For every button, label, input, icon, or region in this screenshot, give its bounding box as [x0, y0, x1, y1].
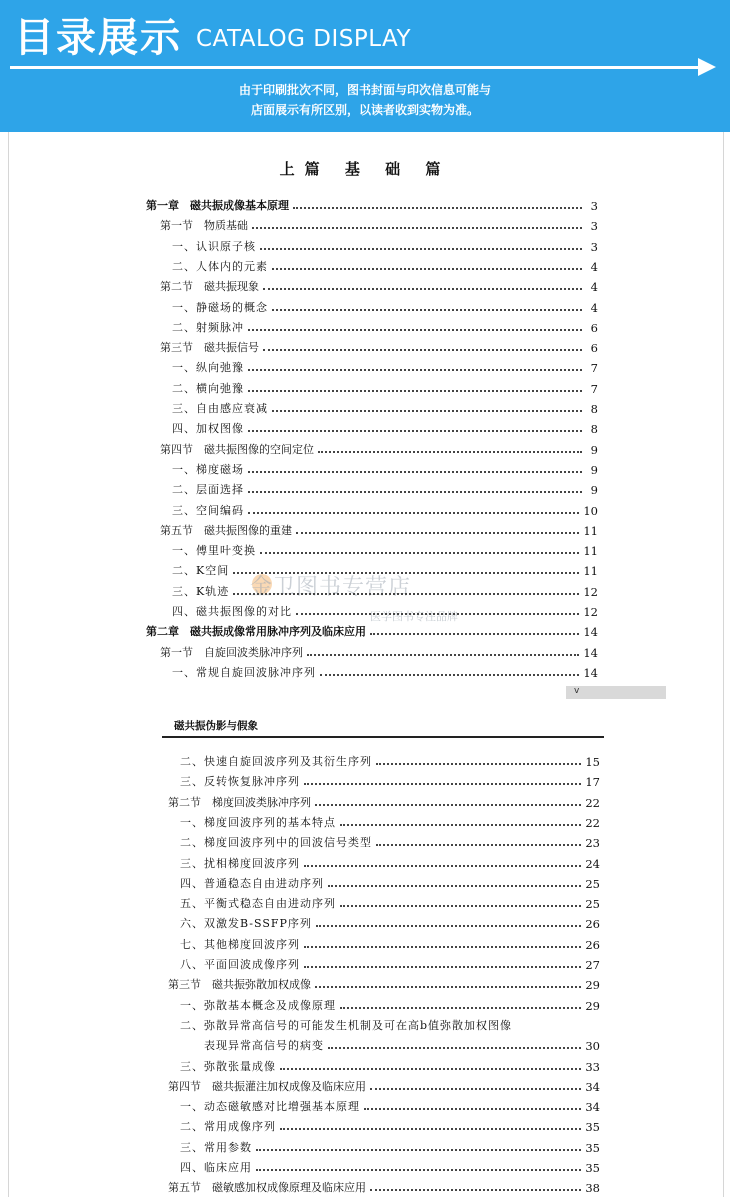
toc-entry-label: 六、双激发B-SSFP序列 [180, 915, 316, 931]
toc-page-number: 6 [590, 320, 598, 335]
toc-page-number: 4 [590, 259, 598, 274]
toc-row [180, 871, 600, 891]
toc-entry-label: 二、梯度回波序列中的回波信号类型 [180, 834, 376, 850]
toc-page-number: 7 [590, 381, 598, 396]
toc-page-number: 4 [590, 280, 598, 295]
toc-row [172, 416, 598, 436]
toc-page-number: 25 [585, 876, 600, 891]
toc-page-number: 6 [590, 341, 598, 356]
toc-row [180, 932, 600, 952]
toc-leader-dots [307, 654, 579, 656]
toc-leader-dots [304, 783, 581, 785]
toc-leader-dots [252, 227, 582, 229]
toc-entry-label: 四、临床应用 [180, 1159, 256, 1175]
toc-row [180, 891, 600, 911]
toc-row [172, 295, 598, 315]
toc-row [160, 437, 598, 457]
toc-page-number: 15 [585, 755, 600, 769]
toc-entry-label: 三、弥散张量成像 [180, 1058, 280, 1074]
notice-line-1: 由于印刷批次不同，图书封面与印次信息可能与 [238, 83, 491, 97]
toc-entry-label: 四、加权图像 [172, 420, 248, 436]
toc-leader-dots [296, 613, 579, 615]
toc-page-number: 29 [585, 978, 600, 993]
toc-entry-label: 第一章 磁共振成像基本原理 [146, 197, 293, 213]
toc-entry-label: 第四节 磁共振灌注加权成像及临床应用 [168, 1078, 370, 1094]
toc-row [172, 558, 598, 578]
toc-row [168, 1074, 600, 1094]
toc-page-number: 12 [583, 584, 598, 599]
toc-page-number: 12 [583, 605, 598, 619]
toc-page-number: 22 [585, 795, 600, 810]
toc-leader-dots [233, 572, 579, 574]
toc-row [180, 1114, 600, 1134]
toc-leader-dots [256, 1149, 581, 1151]
toc-leader-dots [304, 946, 581, 948]
toc-row [146, 619, 598, 639]
toc-row [180, 851, 600, 871]
toc-row [172, 234, 598, 254]
toc-page-number: 4 [590, 300, 598, 315]
toc-entry-label: 一、梯度回波序列的基本特点 [180, 814, 340, 830]
toc-row [180, 911, 600, 931]
toc-entry-label: 第四节 磁共振图像的空间定位 [160, 441, 318, 457]
toc-page-number: 30 [585, 1039, 600, 1054]
toc-page-number: 11 [583, 544, 598, 559]
toc-row [146, 193, 598, 213]
toc-row [172, 254, 598, 274]
toc-row [180, 1054, 600, 1074]
toc-leader-dots [260, 552, 579, 554]
toc-entry-label: 第三节 磁共振信号 [160, 339, 263, 355]
toc-page-number: 9 [590, 442, 598, 457]
toc-row [160, 518, 598, 538]
toc-entry-label: 三、反转恢复脉冲序列 [180, 773, 304, 789]
toc-page-number: 34 [585, 1079, 600, 1094]
page-marker-label: v [574, 686, 580, 696]
toc-entry-label: 一、常规自旋回波脉冲序列 [172, 664, 320, 680]
toc-leader-dots [256, 1169, 581, 1171]
toc-entry-label: 第二章 磁共振成像常用脉冲序列及临床应用 [146, 623, 370, 639]
toc-entry-label: 三、空间编码 [172, 502, 248, 518]
toc-leader-dots [370, 1088, 581, 1090]
toc-leader-dots [272, 309, 582, 311]
running-head: 磁共振伪影与假象 [174, 720, 258, 732]
toc-leader-dots [272, 268, 582, 270]
arrow-right-icon [698, 58, 716, 76]
toc-row [204, 1033, 600, 1053]
toc-entry-label: 三、自由感应衰减 [172, 400, 272, 416]
toc-entry-label: 八、平面回波成像序列 [180, 956, 304, 972]
notice-text [0, 80, 730, 120]
toc-leader-dots [263, 349, 582, 351]
toc-row [180, 830, 600, 850]
toc-row [180, 1155, 600, 1175]
toc-leader-dots [370, 633, 579, 635]
toc-row [172, 599, 598, 619]
toc-page-number: 29 [585, 998, 600, 1013]
toc-leader-dots [328, 1047, 581, 1049]
toc-row [172, 477, 598, 497]
toc-leader-dots [280, 1068, 581, 1070]
toc-row [180, 1094, 600, 1114]
toc-row [172, 579, 598, 599]
toc-entry-label: 四、普通稳态自由进动序列 [180, 875, 328, 891]
toc-page-number: 33 [585, 1059, 600, 1074]
toc-leader-dots [293, 207, 582, 209]
toc-row [180, 749, 600, 769]
toc-row [172, 660, 598, 680]
toc-entry-label: 二、弥散异常高信号的可能发生机制及可在高b值弥散加权图像 [180, 1017, 516, 1033]
toc-leader-dots [248, 491, 582, 493]
toc-entry-label: 三、K轨迹 [172, 583, 233, 599]
watermark-subtitle: 医学图书专注品牌 [370, 610, 458, 623]
toc-leader-dots [260, 248, 582, 250]
toc-row [160, 335, 598, 355]
toc-page-number: 3 [590, 219, 598, 234]
toc-page-number: 26 [585, 917, 600, 932]
toc-page-number: 25 [585, 897, 600, 912]
toc-entry-label: 一、纵向弛豫 [172, 359, 248, 375]
toc-entry-label: 二、人体内的元素 [172, 258, 272, 274]
toc-entry-label: 一、静磁场的概念 [172, 299, 272, 315]
arrow-line [10, 66, 702, 69]
toc-leader-dots [272, 410, 582, 412]
toc-page-number: 9 [590, 462, 598, 477]
toc-entry-label: 第五节 磁共振图像的重建 [160, 522, 296, 538]
toc-row [172, 376, 598, 396]
toc-row [172, 315, 598, 335]
toc-leader-dots [315, 804, 581, 806]
toc-entry-label: 一、弥散基本概念及成像原理 [180, 997, 340, 1013]
catalog-banner [0, 0, 730, 132]
toc-page-number: 22 [585, 815, 600, 830]
toc-page-number: 26 [585, 937, 600, 952]
toc-page-number: 14 [583, 665, 598, 680]
toc-entry-label: 第三节 磁共振弥散加权成像 [168, 976, 315, 992]
banner-title: 目录展示 [14, 15, 182, 61]
toc-page-number: 8 [590, 422, 598, 437]
toc-entry-label: 一、动态磁敏感对比增强基本原理 [180, 1098, 364, 1114]
toc-row [168, 1175, 600, 1195]
toc-entry-label: 一、傅里叶变换 [172, 542, 260, 558]
toc-page-number: 9 [590, 483, 598, 498]
banner-subtitle: CATALOG DISPLAY [196, 26, 412, 52]
toc-leader-dots [340, 1007, 581, 1009]
toc-leader-dots [263, 288, 582, 290]
toc-page-number: 27 [585, 958, 600, 972]
toc-page-number: 8 [590, 402, 598, 416]
toc-entry-label: 一、梯度磁场 [172, 461, 248, 477]
toc-row [180, 993, 600, 1013]
toc-entry-label: 二、层面选择 [172, 481, 248, 497]
toc-leader-dots [340, 905, 581, 907]
toc-page-number: 34 [585, 1100, 600, 1115]
toc-row [180, 769, 600, 789]
toc-row [160, 213, 598, 233]
toc-row [172, 498, 598, 518]
watermark: 金卫图书专营店 [250, 575, 412, 600]
notice-line-2: 店面展示有所区别，以读者收到实物为准。 [250, 103, 479, 117]
toc-leader-dots [370, 1189, 581, 1191]
toc-row [180, 1013, 600, 1033]
toc-page-number: 11 [583, 564, 598, 579]
toc-leader-dots [315, 986, 581, 988]
toc-entry-label: 二、快速自旋回波序列及其衍生序列 [180, 753, 376, 769]
toc-entry-label: 七、其他梯度回波序列 [180, 936, 304, 952]
toc-page-number: 24 [585, 856, 600, 871]
toc-leader-dots [248, 329, 582, 331]
toc-row [180, 952, 600, 972]
toc-row [172, 538, 598, 558]
toc-leader-dots [304, 966, 581, 968]
toc-page-number: 17 [585, 775, 600, 790]
toc-entry-label: 二、K空间 [172, 562, 233, 578]
toc-row [168, 972, 600, 992]
toc-leader-dots [248, 430, 582, 432]
section-title: 上篇 基 础 篇 [279, 160, 451, 178]
toc-page-number: 23 [585, 836, 600, 851]
toc-row [172, 396, 598, 416]
toc-page-number: 10 [583, 503, 598, 518]
toc-leader-dots [233, 593, 579, 595]
toc-entry-label: 第二节 梯度回波类脉冲序列 [168, 794, 315, 810]
toc-entry-label: 第一节 自旋回波类脉冲序列 [160, 644, 307, 660]
toc-entry-label: 表现异常高信号的病变 [204, 1037, 328, 1053]
toc-leader-dots [304, 865, 581, 867]
toc-leader-dots [248, 369, 582, 371]
toc-leader-dots [376, 763, 581, 765]
toc-page-number: 35 [585, 1140, 600, 1155]
toc-entry-label: 二、常用成像序列 [180, 1118, 280, 1134]
toc-leader-dots [248, 512, 579, 514]
toc-entry-label: 二、射频脉冲 [172, 319, 248, 335]
toc-leader-dots [296, 532, 579, 534]
toc-row [160, 274, 598, 294]
toc-page-number: 11 [583, 523, 598, 538]
toc-leader-dots [248, 390, 582, 392]
toc-entry-label: 三、扰相梯度回波序列 [180, 855, 304, 871]
toc-page-number: 14 [583, 625, 598, 640]
page-marker [566, 686, 666, 699]
toc-leader-dots [318, 451, 582, 453]
toc-entry-label: 一、认识原子核 [172, 238, 260, 254]
toc-row [168, 790, 600, 810]
toc-row [180, 1135, 600, 1155]
toc-entry-label: 二、横向弛豫 [172, 380, 248, 396]
toc-page-number: 38 [585, 1181, 600, 1196]
toc-entry-label: 三、常用参数 [180, 1139, 256, 1155]
toc-leader-dots [248, 471, 582, 473]
running-head-rule [162, 736, 604, 738]
toc-row [180, 810, 600, 830]
toc-leader-dots [316, 925, 581, 927]
toc-page-number: 3 [590, 199, 598, 213]
toc-entry-label: 第五节 磁敏感加权成像原理及临床应用 [168, 1179, 370, 1195]
toc-entry-label: 第一节 物质基础 [160, 217, 252, 233]
toc-leader-dots [328, 885, 581, 887]
toc-page-number: 35 [585, 1161, 600, 1175]
toc-leader-dots [280, 1128, 581, 1130]
toc-entry-label: 五、平衡式稳态自由进动序列 [180, 895, 340, 911]
toc-leader-dots [376, 844, 581, 846]
toc-page-number: 14 [583, 645, 598, 660]
toc-row [172, 457, 598, 477]
toc-leader-dots [320, 674, 579, 676]
toc-page-number: 3 [590, 239, 598, 254]
toc-leader-dots [364, 1108, 581, 1110]
toc-row [172, 355, 598, 375]
toc-row [160, 640, 598, 660]
toc-page-number: 7 [590, 361, 598, 376]
toc-entry-label: 四、磁共振图像的对比 [172, 603, 296, 619]
toc-leader-dots [340, 824, 581, 826]
toc-page-number: 35 [585, 1120, 600, 1135]
toc-entry-label: 第二节 磁共振现象 [160, 278, 263, 294]
